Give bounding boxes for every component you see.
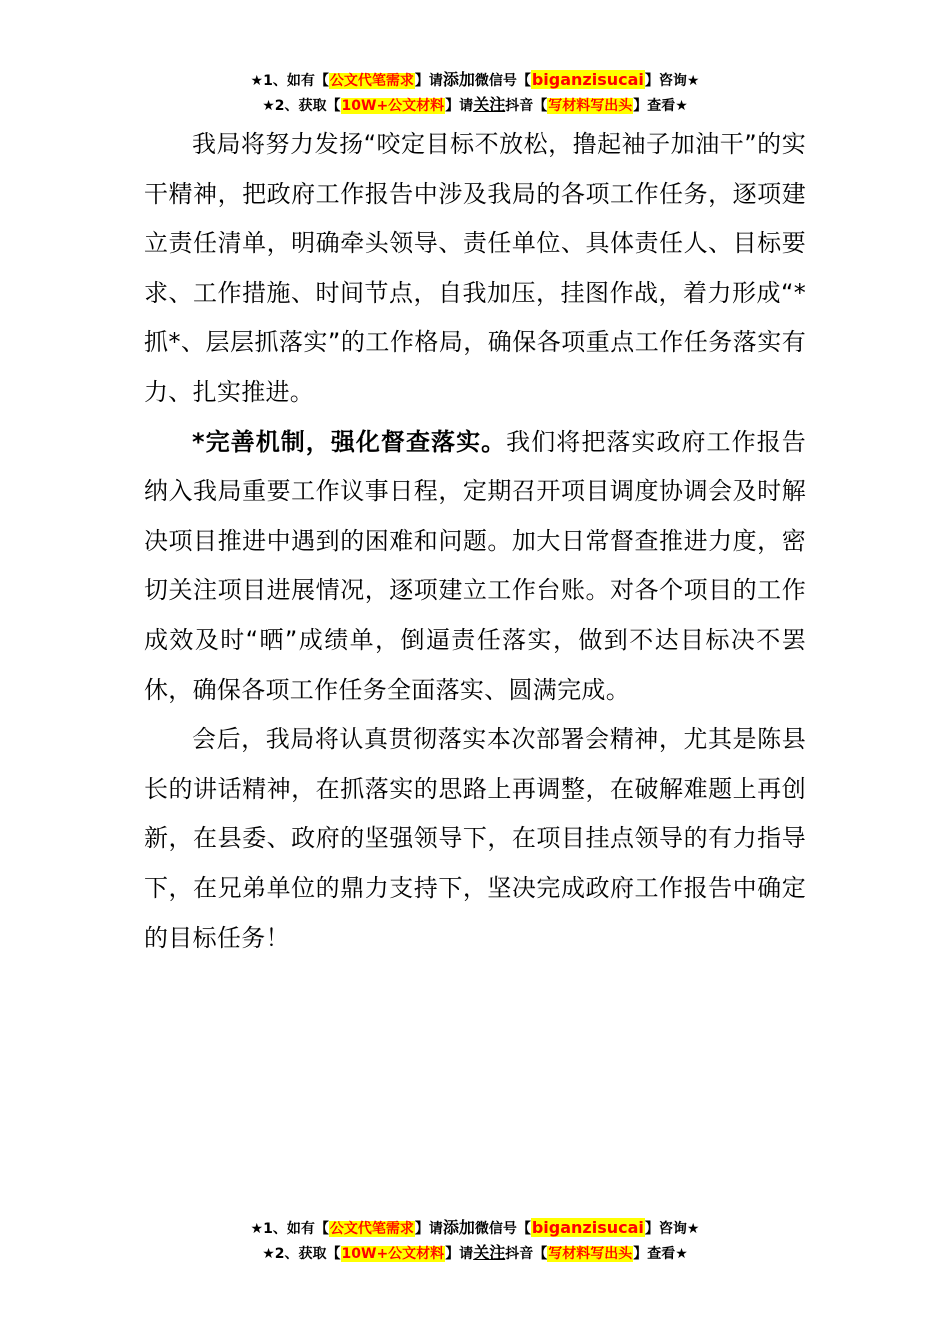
banner-2-mid2: 抖音【 [505, 98, 548, 114]
top-banner [0, 68, 950, 118]
banner-1-emphasis: 添加 [442, 70, 475, 89]
paragraph-2-rest: 我们将把落实政府工作报告纳入我局重要工作议事日程，定期召开项目调度协调会及时解决项目推进中遇到的困难和问题。加大日常督查推进力度，密切关注项目进展情况，逐项建立工作台账。对各个项目的工作成效及时“晒”成绩单，倒逼责任落实，做到不达目标决不罢休，确保各项工作任务全面落实、圆满完成。 [144, 427, 806, 704]
bottom-banner-2-highlight-douyin: 写材料写出头 [548, 1246, 633, 1262]
banner-2-highlight-douyin: 写材料写出头 [548, 98, 633, 114]
bottom-banner-1-mid: 】请 [414, 1221, 443, 1237]
bottom-banner-2-mid: 】请 [445, 1246, 474, 1262]
banner-line-1 [0, 68, 950, 93]
banner-2-mid: 】请 [445, 98, 474, 114]
bottom-banner-2-emphasis: 关注 [473, 1243, 506, 1262]
bottom-banner-line-2 [0, 1241, 950, 1266]
bottom-banner-2-prefix: ★2、获取【 [262, 1246, 341, 1262]
banner-2-prefix: ★2、获取【 [262, 98, 341, 114]
bottom-banner-1-highlight-service: 公文代笔需求 [329, 1221, 414, 1237]
banner-2-highlight-materials: 10W+公文材料 [341, 98, 445, 114]
bottom-banner-2-mid2: 抖音【 [505, 1246, 548, 1262]
bottom-banner-1-prefix: ★1、如有【 [250, 1221, 329, 1237]
banner-1-prefix: ★1、如有【 [250, 73, 329, 89]
banner-line-2 [0, 93, 950, 118]
banner-1-mid: 】请 [414, 73, 443, 89]
bottom-banner-1-suffix: 】咨询★ [644, 1221, 700, 1237]
bottom-banner-2-suffix: 】查看★ [633, 1246, 688, 1262]
bottom-banner-2-highlight-materials: 10W+公文材料 [341, 1246, 445, 1262]
paragraph-3: 会后，我局将认真贯彻落实本次部署会精神，尤其是陈县长的讲话精神，在抓落实的思路上再调整，在破解难题上再创新，在县委、政府的坚强领导下，在项目挂点领导的有力指导下，在兄弟单位的鼎力支持下，坚决完成政府工作报告中确定的目标任务！ [144, 725, 806, 952]
banner-1-suffix: 】咨询★ [644, 73, 700, 89]
paragraph-2-lead: *完善机制，强化督查落实。 [192, 427, 507, 456]
banner-1-highlight-wechat: biganzisucai [531, 70, 644, 89]
banner-2-emphasis: 关注 [473, 95, 506, 114]
paragraph-2 [144, 418, 806, 716]
paragraph-1: 我局将努力发扬“咬定目标不放松，撸起袖子加油干”的实干精神，把政府工作报告中涉及我局的各项工作任务，逐项建立责任清单，明确牵头领导、责任单位、具体责任人、目标要求、工作措施、时间节点，自我加压，挂图作战，着力形成“*抓*、层层抓落实”的工作格局，确保各项重点工作任务落实有力、扎实推进。 [144, 130, 806, 406]
document-body [144, 120, 806, 963]
bottom-banner-1-emphasis: 添加 [442, 1218, 475, 1237]
bottom-banner-line-1 [0, 1216, 950, 1241]
banner-2-suffix: 】查看★ [633, 98, 688, 114]
banner-1-highlight-service: 公文代笔需求 [329, 73, 414, 89]
banner-1-mid2: 微信号【 [474, 73, 531, 89]
bottom-banner-1-highlight-wechat: biganzisucai [531, 1218, 644, 1237]
bottom-banner [0, 1216, 950, 1266]
bottom-banner-1-mid2: 微信号【 [474, 1221, 531, 1237]
